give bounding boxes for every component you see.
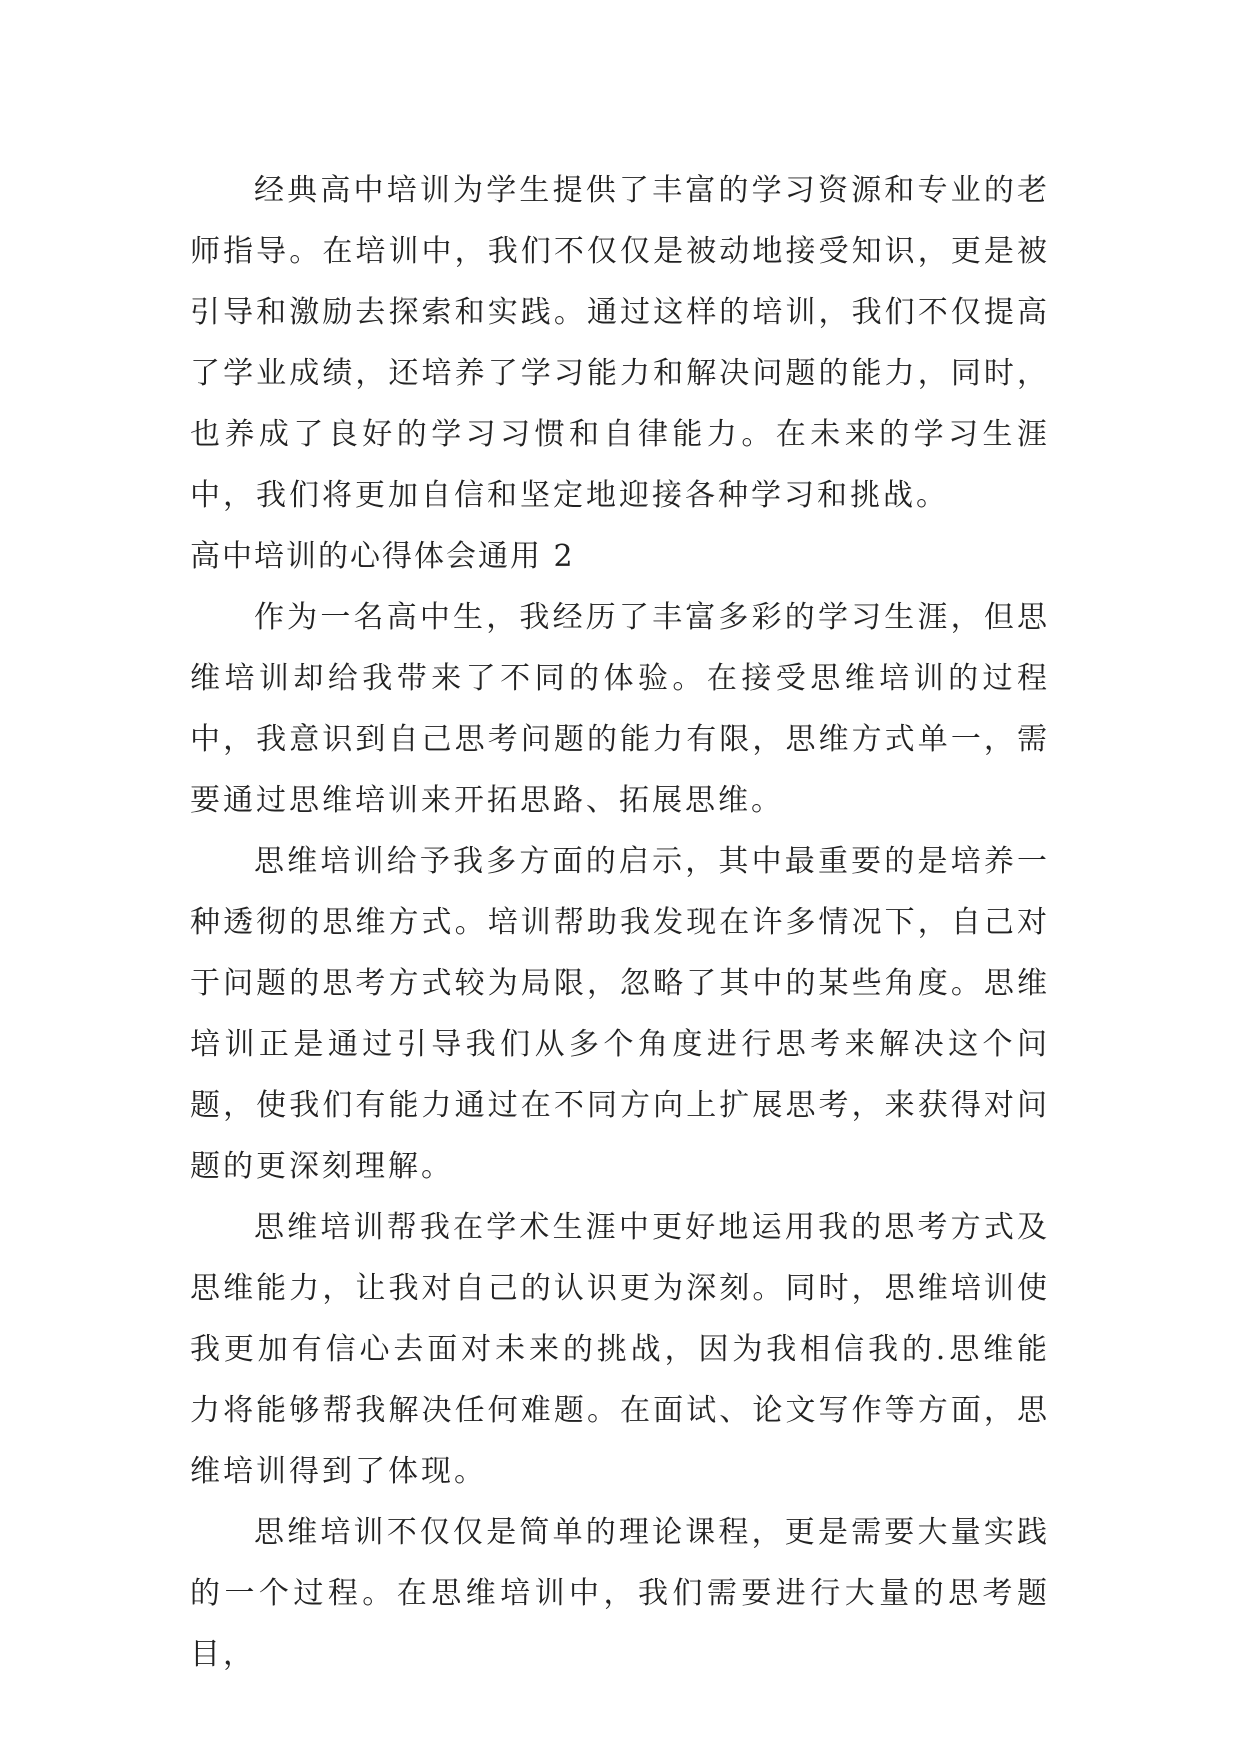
paragraph: 思维培训帮我在学术生涯中更好地运用我的思考方式及思维能力，让我对自己的认识更为深刻。同时，思维培训使我更加有信心去面对未来的挑战，因为我相信我的.思维能力将能够帮我解决任何难题。在面试、论文写作等方面，思维培训得到了体现。: [190, 1210, 1050, 1489]
paragraph: 思维培训给予我多方面的启示，其中最重要的是培养一种透彻的思维方式。培训帮助我发现在许多情况下，自己对于问题的思考方式较为局限，忽略了其中的某些角度。思维培训正是通过引导我们从多个角度进行思考来解决这个问题，使我们有能力通过在不同方向上扩展思考，来获得对问题的更深刻理解。: [190, 844, 1050, 1184]
document-body: [190, 160, 1050, 1685]
paragraph: 思维培训不仅仅是简单的理论课程，更是需要大量实践的一个过程。在思维培训中，我们需要进行大量的思考题目，: [190, 1515, 1050, 1672]
paragraph-intro: 经典高中培训为学生提供了丰富的学习资源和专业的老师指导。在培训中，我们不仅仅是被动地接受知识，更是被引导和激励去探索和实践。通过这样的培训，我们不仅提高了学业成绩，还培养了学习能力和解决问题的能力，同时，也养成了良好的学习习惯和自律能力。在未来的学习生涯中，我们将更加自信和坚定地迎接各种学习和挑战。: [190, 173, 1050, 513]
paragraph: 作为一名高中生，我经历了丰富多彩的学习生涯，但思维培训却给我带来了不同的体验。在接受思维培训的过程中，我意识到自己思考问题的能力有限，思维方式单一，需要通过思维培训来开拓思路、拓展思维。: [190, 600, 1050, 818]
section-heading: 高中培训的心得体会通用 2: [190, 539, 575, 574]
